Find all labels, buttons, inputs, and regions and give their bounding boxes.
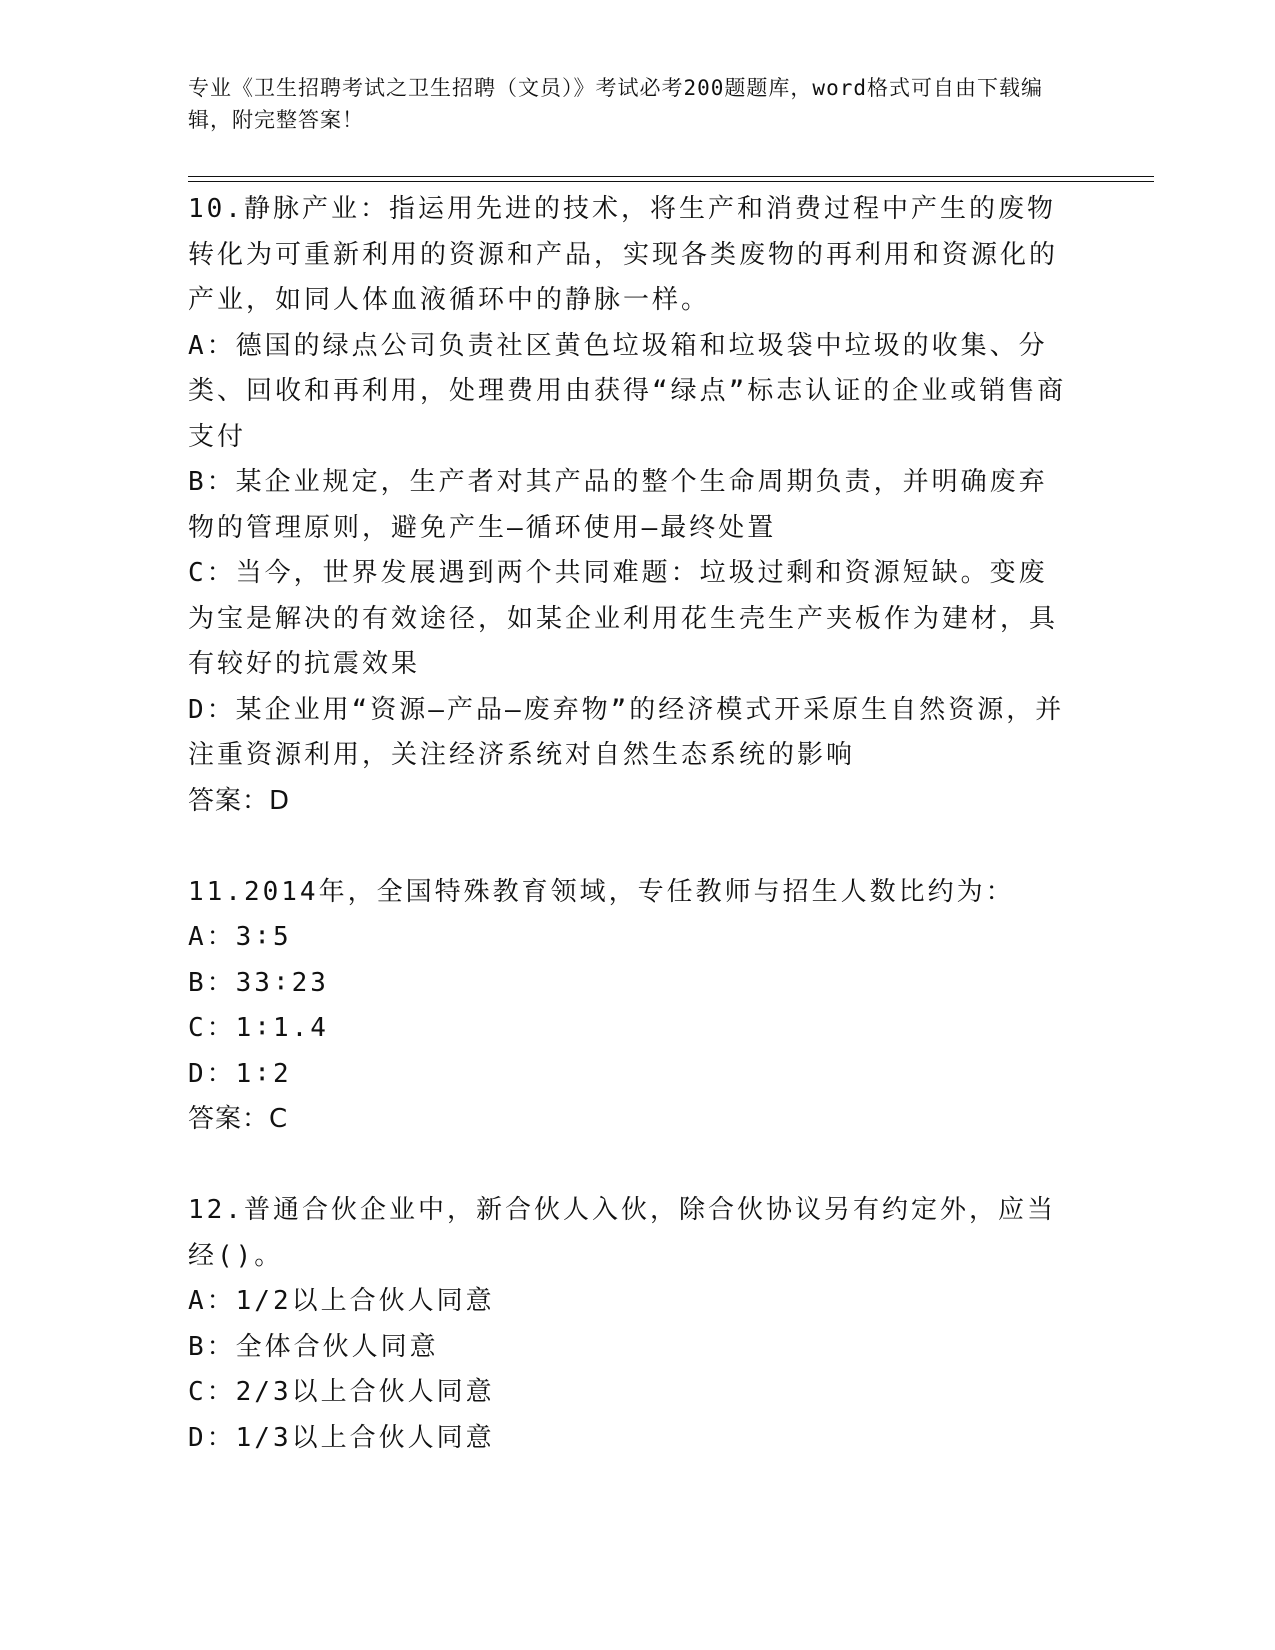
option-d: D：1∶2 xyxy=(188,1058,292,1089)
question-spacer xyxy=(188,1143,1068,1189)
question-block xyxy=(188,187,1068,824)
question-stem: 10.静脉产业：指运用先进的技术，将生产和消费过程中产生的废物转化为可重新利用的资源和产品，实现各类废物的再利用和资源化的产业，如同人体血液循环中的静脉一样。 xyxy=(188,194,1059,315)
question-block xyxy=(188,870,1068,1143)
document-header: 专业《卫生招聘考试之卫生招聘（文员）》考试必考200题题库，word格式可自由下载编辑，附完整答案！ xyxy=(188,76,1043,132)
question-block xyxy=(188,1188,1068,1461)
question-spacer xyxy=(188,824,1068,870)
option-b: B：全体合伙人同意 xyxy=(188,1331,439,1362)
option-b: B：33∶23 xyxy=(188,967,329,998)
question-stem: 12.普通合伙企业中，新合伙人入伙，除合伙协议另有约定外，应当经()。 xyxy=(188,1195,1056,1271)
question-stem: 11.2014年，全国特殊教育领域，专任教师与招生人数比约为： xyxy=(188,876,1015,907)
header-rule-top xyxy=(188,176,1154,177)
option-c: C：2/3以上合伙人同意 xyxy=(188,1377,495,1407)
question-content xyxy=(188,187,1068,1461)
answer-line: 答案：D xyxy=(188,785,291,816)
option-d: D：某企业用“资源—产品—废弃物”的经济模式开采原生自然资源，并注重资源利用，关注经济系统对自然生态系统的影响 xyxy=(188,694,1065,770)
option-a: A：德国的绿点公司负责社区黄色垃圾箱和垃圾袋中垃圾的收集、分类、回收和再利用，处理费用由获得“绿点”标志认证的企业或销售商支付 xyxy=(188,330,1067,452)
header-rule-bottom xyxy=(188,181,1154,182)
option-a: A：1/2以上合伙人同意 xyxy=(188,1286,495,1316)
option-b: B：某企业规定，生产者对其产品的整个生命周期负责，并明确废弃物的管理原则，避免产生—循环使用—最终处置 xyxy=(188,467,1048,543)
answer-line: 答案：C xyxy=(188,1104,289,1134)
option-a: A：3∶5 xyxy=(188,922,292,952)
option-d: D：1/3以上合伙人同意 xyxy=(188,1422,495,1453)
option-c: C：当今，世界发展遇到两个共同难题：垃圾过剩和资源短缺。变废为宝是解决的有效途径，如某企业利用花生壳生产夹板作为建材，具有较好的抗震效果 xyxy=(188,558,1059,679)
option-c: C：1∶1.4 xyxy=(188,1013,329,1043)
